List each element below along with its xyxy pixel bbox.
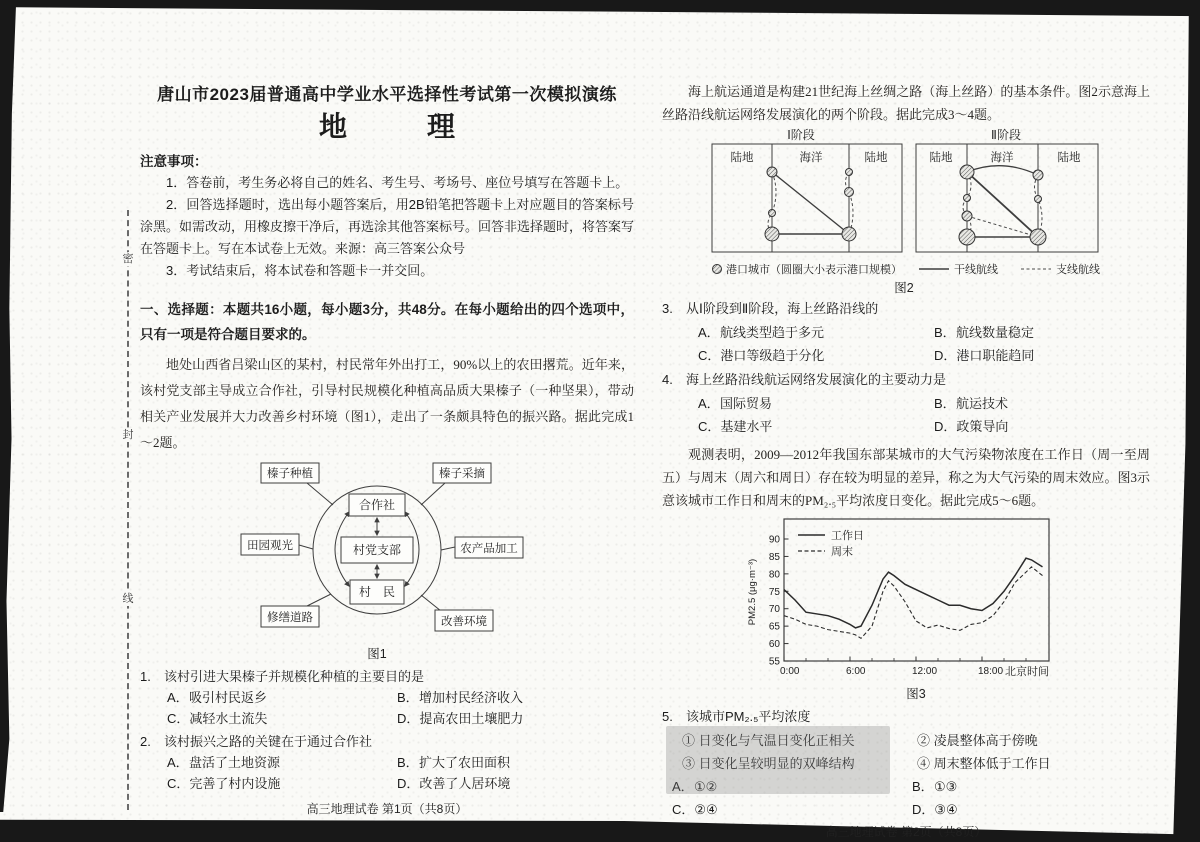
scan-edge-left xyxy=(0,0,18,812)
q3-option-c: C．港口等级趋于分化 xyxy=(698,348,825,363)
fig2-s1-land-right: 陆地 xyxy=(864,152,888,164)
fig1-box-villagers: 村 民 xyxy=(358,585,396,599)
notice-heading: 注意事项： xyxy=(140,154,208,169)
passage-silk-road: 海上航运通道是构建21世纪海上丝绸之路（海上丝路）的基本条件。图2示意海上丝路沿线航运网络发展演化的两个阶段。据此完成3～4题。 xyxy=(662,84,1150,122)
question-2-stem: 该村振兴之路的关键在于通过合作社 xyxy=(164,734,373,749)
q5-statement-3: ③ 日变化呈较明显的双峰结构 xyxy=(682,756,855,771)
q1-option-c: C．减轻水土流失 xyxy=(167,710,268,726)
fig1-box-env-improve: 改善环境 xyxy=(441,616,487,628)
fig2-s2-land-left: 陆地 xyxy=(929,152,953,164)
question-3 xyxy=(662,297,1150,367)
question-3-stem: 从Ⅰ阶段到Ⅱ阶段，海上丝路沿线的 xyxy=(686,301,879,316)
section-heading: 一、选择题：本题共16小题，每小题3分，共48分。在每小题给出的四个选项中，只有一项是符合题目要求的。 xyxy=(140,302,634,342)
figure2-caption: 图2 xyxy=(894,281,914,295)
q4-option-d: D．政策导向 xyxy=(934,419,1009,434)
q5-option-b: B．①③ xyxy=(912,779,958,794)
fig2-stage1-title: Ⅰ阶段 xyxy=(787,128,815,142)
notice-item-3: 3．考试结束后，将本试卷和答题卡一并交回。 xyxy=(166,263,434,278)
scan-edge-top xyxy=(0,0,1200,17)
svg-text:18:00: 18:00 xyxy=(978,666,1004,677)
svg-text:60: 60 xyxy=(768,639,780,651)
seal-char-mi: 密 xyxy=(120,252,136,266)
svg-text:80: 80 xyxy=(768,569,780,581)
page2-footer: 高三地理试卷 第2页（共8页） xyxy=(825,825,987,839)
fig1-box-agri-processing: 农产品加工 xyxy=(460,543,518,555)
svg-text:65: 65 xyxy=(768,621,780,633)
figure2-diagram xyxy=(701,128,1111,296)
q3-option-d: D．港口职能趋同 xyxy=(934,348,1035,363)
svg-text:75: 75 xyxy=(768,586,780,598)
scan-smudge-highlight xyxy=(666,726,890,794)
fig2-s1-land-left: 陆地 xyxy=(730,152,754,164)
figure1-diagram xyxy=(227,458,547,664)
seal-char-feng: 封 xyxy=(120,428,136,442)
passage-village: 地处山西省吕梁山区的某村，村民常年外出打工，90%以上的农田撂荒。近年来，该村党支部主导成立合作社，引导村民规模化种植高品质大果榛子（一种坚果），带动相关产业发展并大力改善乡村环境（图1），走出了一条颇具特色的振兴路。据此完成1～2题。 xyxy=(140,357,634,450)
svg-text:85: 85 xyxy=(768,551,780,563)
question-3-number: 3. xyxy=(662,301,673,316)
svg-text:0:00: 0:00 xyxy=(780,666,800,677)
seal-line xyxy=(122,210,134,810)
svg-text:90: 90 xyxy=(768,534,780,546)
fig2-legend-port-icon xyxy=(713,265,722,274)
question-5-stem: 该城市PM₂.₅平均浓度 xyxy=(686,709,811,724)
question-5-number: 5. xyxy=(662,709,673,724)
question-1 xyxy=(140,665,634,729)
scan-edge-right xyxy=(1172,12,1200,842)
fig1-box-cooperative: 合作社 xyxy=(358,498,396,512)
q2-option-c: C．完善了村内设施 xyxy=(167,775,281,791)
passage-pm25: 观测表明，2009—2012年我国东部某城市的大气污染物浓度在工作日（周一至周五）与周末（周六和周日）存在较为明显的差异，称之为大气污染的周末效应。图3示意该城市工作日和周末的PM₂.₅平均浓度日变化。据此完成5～6题。 xyxy=(662,447,1150,508)
q5-statement-4: ④ 周末整体低于工作日 xyxy=(917,756,1051,771)
q3-option-a: A．航线类型趋于多元 xyxy=(698,325,825,340)
svg-text:70: 70 xyxy=(768,604,780,616)
question-2 xyxy=(140,730,634,794)
exam-page-2 xyxy=(662,80,1150,840)
q5-option-a: A．①② xyxy=(672,779,718,794)
question-1-stem: 该村引进大果榛子并规模化种植的主要目的是 xyxy=(164,669,425,684)
notice-item-1: 1．答卷前，考生务必将自己的姓名、考生号、考场号、座位号填写在答题卡上。 xyxy=(166,175,629,190)
q2-option-a: A．盘活了土地资源 xyxy=(167,755,281,770)
question-4 xyxy=(662,368,1150,438)
fig1-box-party-branch: 村党支部 xyxy=(352,543,402,557)
q1-option-a: A．吸引村民返乡 xyxy=(167,690,268,705)
svg-text:55: 55 xyxy=(768,656,780,668)
question-4-stem: 海上丝路沿线航运网络发展演化的主要动力是 xyxy=(686,372,947,387)
question-1-number: 1. xyxy=(140,669,151,684)
q5-statement-1: ① 日变化与气温日变化正相关 xyxy=(682,733,855,748)
fig2-s2-land-right: 陆地 xyxy=(1057,152,1081,164)
q4-option-c: C．基建水平 xyxy=(698,419,773,434)
seal-char-xian: 线 xyxy=(120,592,136,606)
question-5 xyxy=(662,705,1150,821)
q1-option-d: D．提高农田土壤肥力 xyxy=(397,710,524,726)
exam-subject: 地 理 xyxy=(318,111,481,142)
q5-option-d: D．③④ xyxy=(912,802,958,817)
fig2-legend-branch-label: 支线航线 xyxy=(1056,264,1100,276)
exam-title: 唐山市2023届普通高中学业水平选择性考试第一次模拟演练 xyxy=(157,85,617,104)
q3-option-b: B．航线数量稳定 xyxy=(934,325,1035,340)
fig3-legend-weekend: 周末 xyxy=(831,546,853,558)
fig2-stage2-title: Ⅱ阶段 xyxy=(991,128,1021,142)
q2-option-b: B．扩大了农田面积 xyxy=(397,755,511,770)
q4-option-a: A．国际贸易 xyxy=(698,396,773,411)
fig1-box-road-repair: 修缮道路 xyxy=(267,612,313,624)
fig2-s2-sea: 海洋 xyxy=(990,152,1014,164)
q1-option-b: B．增加村民经济收入 xyxy=(397,690,524,705)
fig3-x-axis-label: 北京时间 xyxy=(1005,666,1049,678)
page1-footer: 高三地理试卷 第1页（共8页） xyxy=(306,802,468,816)
fig3-legend-workday: 工作日 xyxy=(831,530,864,542)
fig1-box-sightseeing: 田园观光 xyxy=(247,540,293,552)
question-4-number: 4. xyxy=(662,372,673,387)
fig2-s1-sea: 海洋 xyxy=(799,152,823,164)
fig2-legend-trunk-label: 干线航线 xyxy=(954,264,998,276)
q5-statement-2: ② 凌晨整体高于傍晚 xyxy=(917,733,1038,748)
q4-option-b: B．航运技术 xyxy=(934,396,1009,411)
fig1-box-hazel-picking: 榛子采摘 xyxy=(439,468,485,480)
svg-text:12:00: 12:00 xyxy=(912,666,938,677)
fig2-legend-port-label: 港口城市（圆圈大小表示港口规模） xyxy=(726,264,902,276)
svg-text:6:00: 6:00 xyxy=(846,666,866,677)
q5-option-c: C．②④ xyxy=(672,802,718,817)
exam-page-1 xyxy=(140,84,634,817)
question-2-number: 2. xyxy=(140,734,151,749)
fig1-box-hazel-planting: 榛子种植 xyxy=(267,468,313,480)
figure3-chart xyxy=(741,514,1071,704)
notice-item-2: 2．回答选择题时，选出每小题答案后，用2B铅笔把答题卡上对应题目的答案标号涂黑。如需改动，用橡皮擦干净后，再选涂其他答案标号。回答非选择题时，将答案写在答题卡上。写在本试卷上无效。来源：高三答案公众号 xyxy=(140,197,635,256)
q2-option-d: D．改善了人居环境 xyxy=(397,775,511,791)
figure1-caption: 图1 xyxy=(367,647,387,661)
fig3-y-axis-label: PM2.5 (μg·m⁻³) xyxy=(747,558,758,626)
figure3-caption: 图3 xyxy=(906,687,926,701)
